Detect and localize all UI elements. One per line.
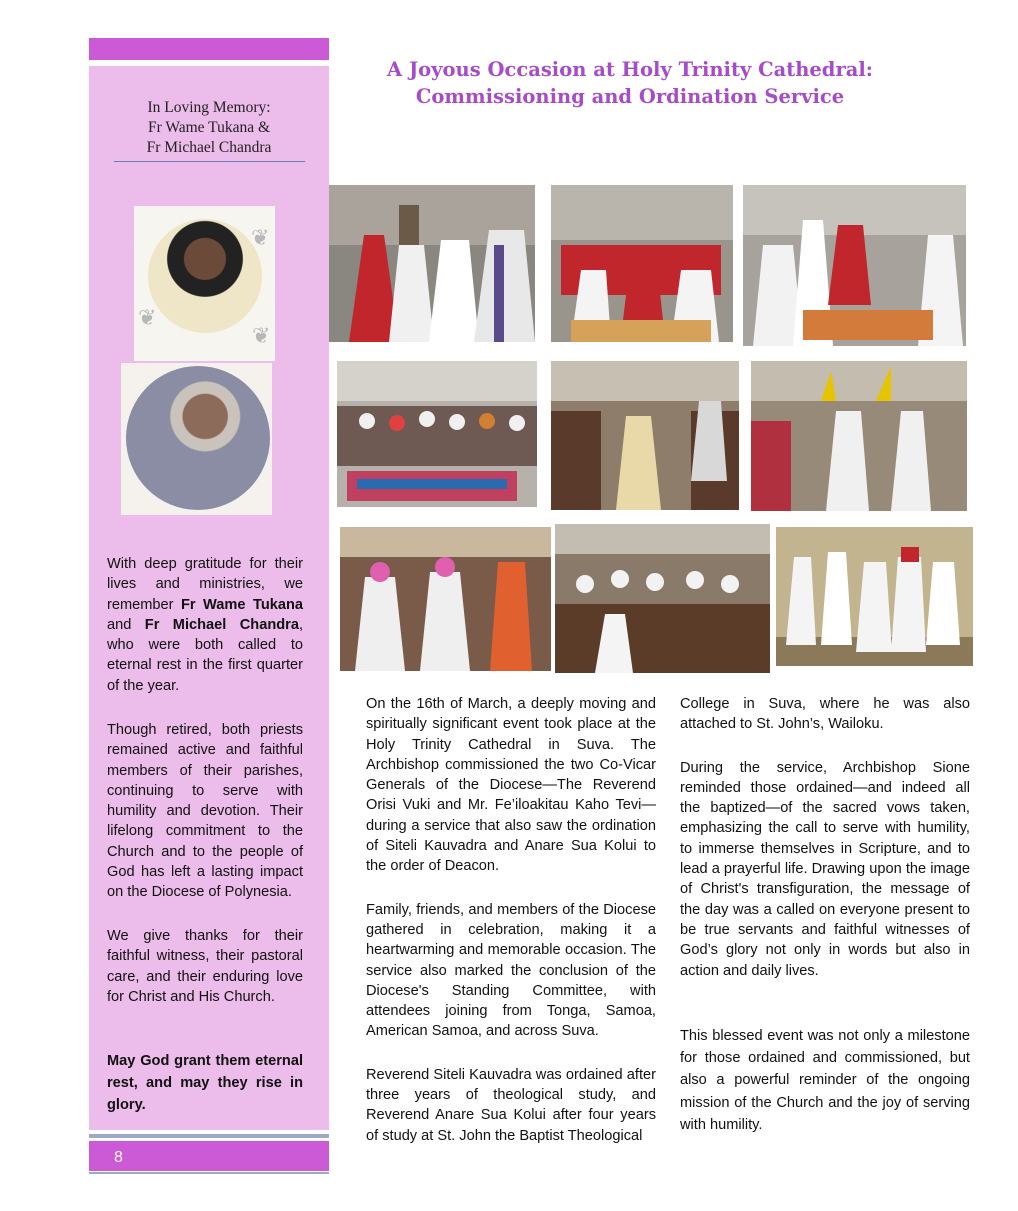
photo-clergy-group (776, 527, 973, 666)
article-paragraph: Family, friends, and members of the Diocese gathered in celebration, making it a heartwarming and memorable occasion. The service also marked the conclusion of the Diocese's Standing Committee, with attendees joining from Tonga, Samoa, American Samoa, and across Suva. (366, 901, 656, 1040)
article-column-2-closing: This blessed event was not only a milestone for those ordained and commissioned, but also a powerful reminder of the ongoing mission of the Church and the joy of serving with humility. (680, 1028, 970, 1133)
article-paragraph: On the 16th of March, a deeply moving and spiritually significant event took place at the Holy Trinity Cathedral in Suva. The Archbishop commissioned the two Co-Vicar Generals of the Diocese—The Reverend Orisi Vuki and Mr. Fe’iloakitau Kaho Tevi—during a service that also saw the ordination of Siteli Kauvadra and Anare Sua Kolui to the order of Deacon. (366, 696, 656, 875)
article-title-line: Commissioning and Ordination Service (415, 85, 845, 108)
portrait-michael-chandra (121, 363, 272, 515)
article-paragraph: During the service, Archbishop Sione reminded those ordained—and indeed all the baptized—of the sacred vows taken, emphasizing the call to serve with humility, to immerse themselves in Scripture, and to lead a prayerful life. Drawing upon the image of Christ's transfiguration, the message of the day was a called on everyone present to be true servants and faithful witnesses of God’s glory not only in words but also in action and daily lives. (680, 759, 970, 979)
divider (114, 161, 305, 162)
footer-rule (89, 1134, 329, 1138)
memory-heading-line: Fr Michael Chandra (146, 139, 272, 156)
article-column-2 (680, 694, 970, 981)
article-paragraph: Reverend Siteli Kauvadra was ordained after three years of theological study, and Reverend Anare Sua Kolui after four years of study at St. John the Baptist Theological (366, 1066, 656, 1144)
memory-heading-line: Fr Wame Tukana & (147, 119, 271, 136)
photo-clergy-procession (743, 185, 966, 346)
photo-children-pews (555, 524, 770, 673)
page-number: 8 (114, 1149, 123, 1166)
photo-clergy-altar (329, 185, 535, 342)
photo-congregation-group (337, 361, 537, 507)
footer-rule (89, 1172, 329, 1174)
sidebar-top-bar (89, 38, 329, 60)
photo-celebration-staffs (751, 361, 967, 511)
photo-ordination-kneeling (551, 185, 733, 342)
blessing-paragraph: May God grant them eternal rest, and may they rise in glory. (107, 1053, 303, 1113)
photo-garland-performers (340, 527, 551, 671)
article-column-1 (366, 694, 656, 1146)
tribute-paragraph: We give thanks for their faithful witness, their pastoral care, and their enduring love for Christ and His Church. (107, 928, 303, 1005)
tribute-paragraph: Though retired, both priests remained active and faithful members of their parishes, continuing to serve with humility and devotion. Their lifelong commitment to the Church and to the people of God has left a lasting impact on the Diocese of Polynesia. (107, 722, 303, 901)
leaf-decoration-icon: ❦ (252, 324, 271, 349)
portrait-wame-tukana (134, 206, 275, 361)
footer-bar (89, 1141, 329, 1171)
leaf-decoration-icon: ❦ (251, 226, 270, 251)
article-title-line: A Joyous Occasion at Holy Trinity Cathedral: (387, 58, 873, 81)
tribute-paragraph: With deep gratitude for their lives and ministries, we remember Fr Wame Tukana and Fr Michael Chandra, who were both called to eternal rest in the first quarter of the year. (107, 556, 303, 694)
article-title (360, 56, 900, 110)
leaf-decoration-icon: ❦ (138, 306, 157, 331)
photo-dancer-aisle (551, 361, 739, 510)
memory-heading (108, 98, 310, 158)
memory-heading-line: In Loving Memory: (147, 99, 271, 116)
article-paragraph: College in Suva, where he was also attached to St. John’s, Wailoku. (680, 696, 970, 733)
